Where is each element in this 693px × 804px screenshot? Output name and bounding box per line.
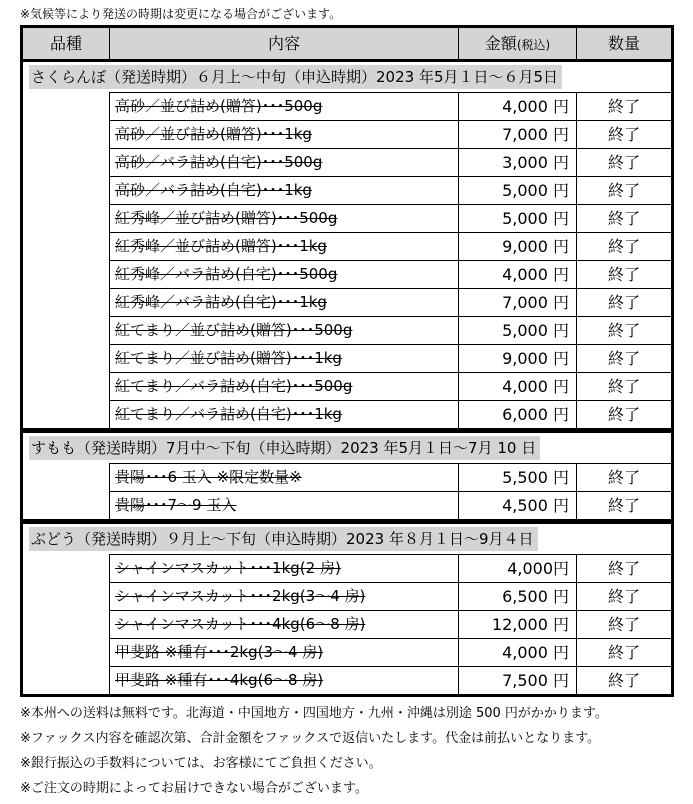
footer-note-bank: ※銀行振込の手数料については、お客様にてご負担ください。 — [20, 756, 382, 771]
item-price: 5,000 円 — [502, 321, 569, 340]
table-row — [109, 316, 671, 344]
item-price: 9,000 円 — [502, 349, 569, 368]
item-name: シャインマスカット･･･2kg(3～4 房) — [115, 587, 366, 605]
item-status: 終了 — [607, 237, 640, 256]
header-hinshu: 品種 — [49, 34, 82, 53]
table-row — [109, 491, 671, 519]
item-name: 紅秀峰／並び詰め(贈答)･･･1kg — [115, 237, 327, 255]
item-price: 5,000 円 — [502, 181, 569, 200]
item-status: 終了 — [607, 468, 640, 487]
item-price: 9,000 円 — [502, 237, 569, 256]
item-name: シャインマスカット･･･1kg(2 房) — [115, 559, 341, 577]
header-suryo: 数量 — [607, 34, 640, 53]
item-name: シャインマスカット･･･4kg(6～8 房) — [115, 615, 366, 633]
item-status: 終了 — [607, 377, 640, 396]
item-name: 紅秀峰／バラ詰め(自宅)･･･500g — [115, 265, 338, 283]
table-row — [109, 260, 671, 288]
price-table — [20, 25, 674, 697]
item-name: 甲斐路 ※種有･･･2kg(3～4 房) — [115, 643, 324, 661]
table-row — [109, 554, 671, 582]
table-row — [109, 666, 671, 694]
item-status: 終了 — [607, 643, 640, 662]
table-row — [109, 372, 671, 400]
item-name: 貴陽･･･7～9 玉入 — [115, 496, 237, 514]
table-row — [109, 400, 671, 428]
table-row — [109, 288, 671, 316]
item-name: 紅てまり／並び詰め(贈答)･･･500g — [115, 321, 353, 339]
item-price: 7,500 円 — [502, 671, 569, 690]
item-status: 終了 — [607, 349, 640, 368]
section-plum — [23, 433, 671, 519]
item-price: 12,000 円 — [491, 615, 569, 634]
item-status: 終了 — [607, 181, 640, 200]
item-status: 終了 — [607, 97, 640, 116]
table-row — [109, 92, 671, 120]
footer-note-timing: ※ご注文の時期によってお届けできない場合がございます。 — [20, 781, 368, 796]
section-title: ぶどう（発送時期）９月上～下旬（申込時期）2023 年８月１日～9月４日 — [29, 527, 538, 551]
section-title: すもも（発送時期）7月中～下旬（申込時期）2023 年5月１日～7月 10 日 — [29, 436, 540, 460]
section-grape — [23, 524, 671, 694]
table-row — [109, 344, 671, 372]
item-status: 終了 — [607, 587, 640, 606]
item-price: 7,000 円 — [502, 293, 569, 312]
item-name: 紅てまり／バラ詰め(自宅)･･･1kg — [115, 405, 342, 423]
item-price: 4,000 円 — [502, 377, 569, 396]
item-name: 貴陽･･･6 玉入 ※限定数量※ — [115, 468, 302, 486]
top-note: ※気候等により発送の時期は変更になる場合がございます。 — [20, 7, 342, 21]
table-row — [109, 204, 671, 232]
table-row — [109, 148, 671, 176]
table-header — [23, 28, 671, 62]
item-price: 6,000 円 — [502, 405, 569, 424]
item-status: 終了 — [607, 153, 640, 172]
item-price: 6,500 円 — [502, 587, 569, 606]
table-row — [109, 610, 671, 638]
footer-note-shipping: ※本州への送料は無料です。北海道・中国地方・四国地方・九州・沖縄は別途 500 円がかかります。 — [20, 706, 608, 721]
table-row — [109, 638, 671, 666]
item-status: 終了 — [607, 615, 640, 634]
item-price: 4,000 円 — [502, 643, 569, 662]
header-naiyo: 内容 — [267, 34, 300, 53]
section-title: さくらんぼ（発送時期）６月上～中旬（申込時期）2023 年5月１日～６月5日 — [29, 65, 562, 89]
header-kingaku — [459, 28, 576, 59]
table-row — [109, 176, 671, 204]
item-status: 終了 — [607, 671, 640, 690]
item-name: 紅てまり／バラ詰め(自宅)･･･500g — [115, 377, 353, 395]
footer-note-fax: ※ファックス内容を確認次第、合計金額をファックスで返信いたします。代金は前払いとなります。 — [20, 731, 601, 746]
item-name: 甲斐路 ※種有･･･4kg(6～8 房) — [115, 671, 324, 689]
item-name: 高砂／並び詰め(贈答)･･･500g — [115, 97, 323, 115]
item-status: 終了 — [607, 559, 640, 578]
item-status: 終了 — [607, 405, 640, 424]
item-price: 4,000円 — [507, 559, 569, 578]
item-price: 4,000 円 — [502, 265, 569, 284]
item-name: 高砂／バラ詰め(自宅)･･･500g — [115, 153, 323, 171]
item-name: 高砂／並び詰め(贈答)･･･1kg — [115, 125, 312, 143]
item-name: 紅てまり／並び詰め(贈答)･･･1kg — [115, 349, 342, 367]
item-name: 紅秀峰／バラ詰め(自宅)･･･1kg — [115, 293, 327, 311]
table-row — [109, 582, 671, 610]
item-status: 終了 — [607, 125, 640, 144]
item-price: 5,500 円 — [502, 468, 569, 487]
item-status: 終了 — [607, 265, 640, 284]
item-price: 7,000 円 — [502, 125, 569, 144]
section-cherry — [23, 62, 671, 428]
item-status: 終了 — [607, 293, 640, 312]
item-status: 終了 — [607, 209, 640, 228]
table-row — [109, 232, 671, 260]
item-status: 終了 — [607, 321, 640, 340]
item-price: 5,000 円 — [502, 209, 569, 228]
item-price: 3,000 円 — [502, 153, 569, 172]
item-price: 4,000 円 — [502, 97, 569, 116]
header-kingaku-tax: (税込) — [516, 38, 551, 52]
item-price: 4,500 円 — [502, 496, 569, 515]
table-row — [109, 120, 671, 148]
item-name: 高砂／バラ詰め(自宅)･･･1kg — [115, 181, 312, 199]
item-status: 終了 — [607, 496, 640, 515]
table-row — [109, 463, 671, 491]
header-kingaku-label: 金額 — [484, 34, 517, 53]
item-name: 紅秀峰／並び詰め(贈答)･･･500g — [115, 209, 338, 227]
